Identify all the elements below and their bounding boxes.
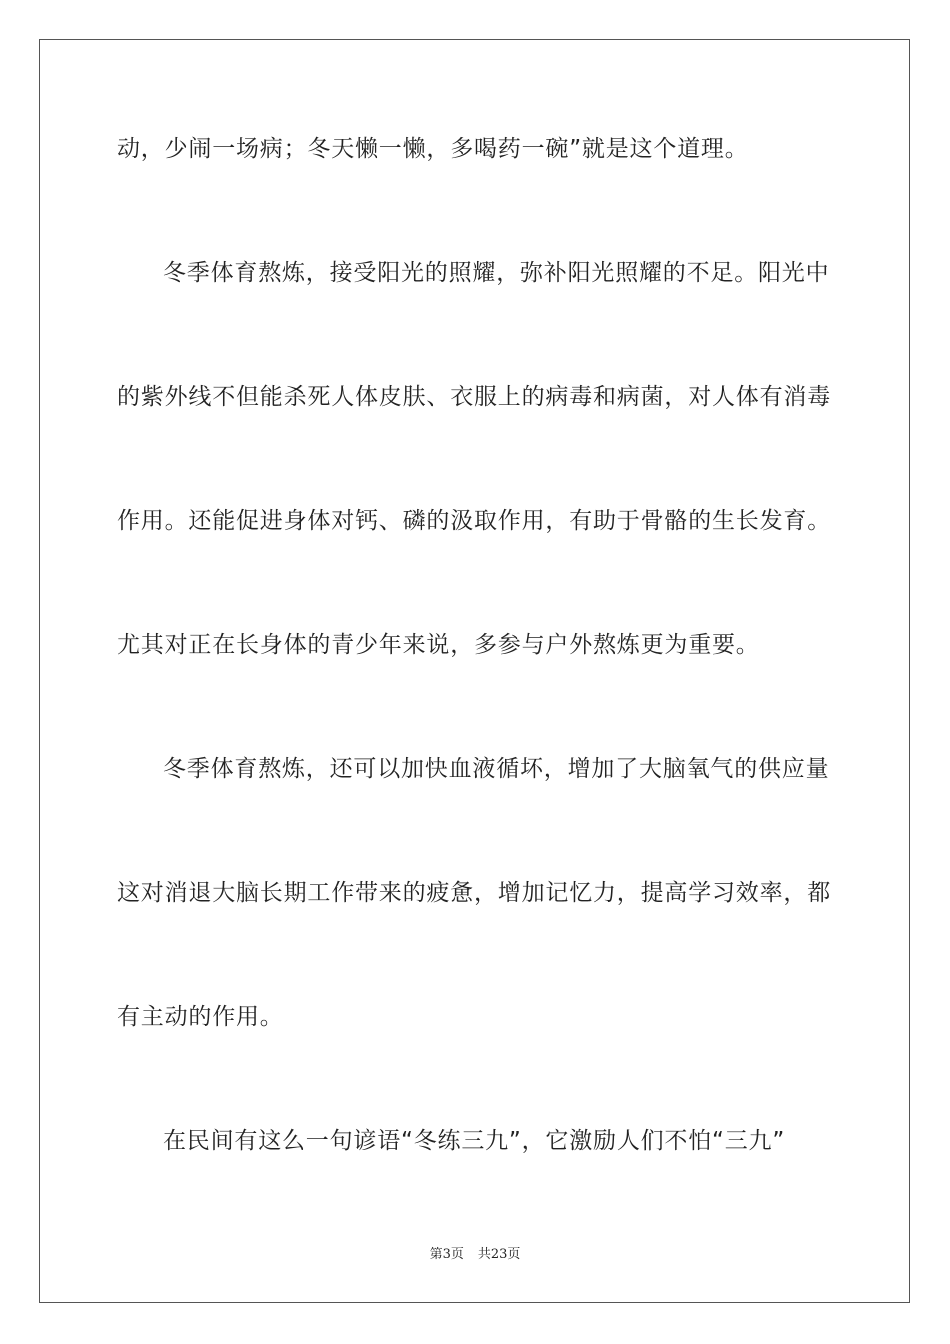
- paragraph-line: 这对消退大脑长期工作带来的疲惫，增加记忆力，提高学习效率，都: [117, 880, 831, 906]
- paragraph-line: 冬季体育熬炼，还可以加快血液循坏，增加了大脑氧气的供应量: [163, 756, 830, 782]
- paragraph-line: 在民间有这么一句谚语“冬练三九”，它激励人们不怕“三九”: [163, 1128, 786, 1154]
- paragraph-line: 的紫外线不但能杀死人体皮肤、衣服上的病毒和病菌，对人体有消毒: [117, 384, 831, 410]
- paragraph-line: 有主动的作用。: [117, 1004, 284, 1030]
- paragraph-line: 尤其对正在长身体的青少年来说，多参与户外熬炼更为重要。: [117, 632, 760, 658]
- paragraph-line: 作用。还能促进身体对钙、磷的汲取作用，有助于骨骼的生长发育。: [117, 508, 831, 534]
- page-border: [39, 39, 910, 1303]
- paragraph-line: 动，少闹一场病；冬天懒一懒，多喝药一碗”就是这个道理。: [117, 136, 749, 162]
- paragraph-line: 冬季体育熬炼，接受阳光的照耀，弥补阳光照耀的不足。阳光中: [163, 260, 830, 286]
- page-footer: [0, 1247, 950, 1263]
- total-pages: 共23页: [477, 1247, 521, 1262]
- page-number: 第3页: [429, 1247, 464, 1262]
